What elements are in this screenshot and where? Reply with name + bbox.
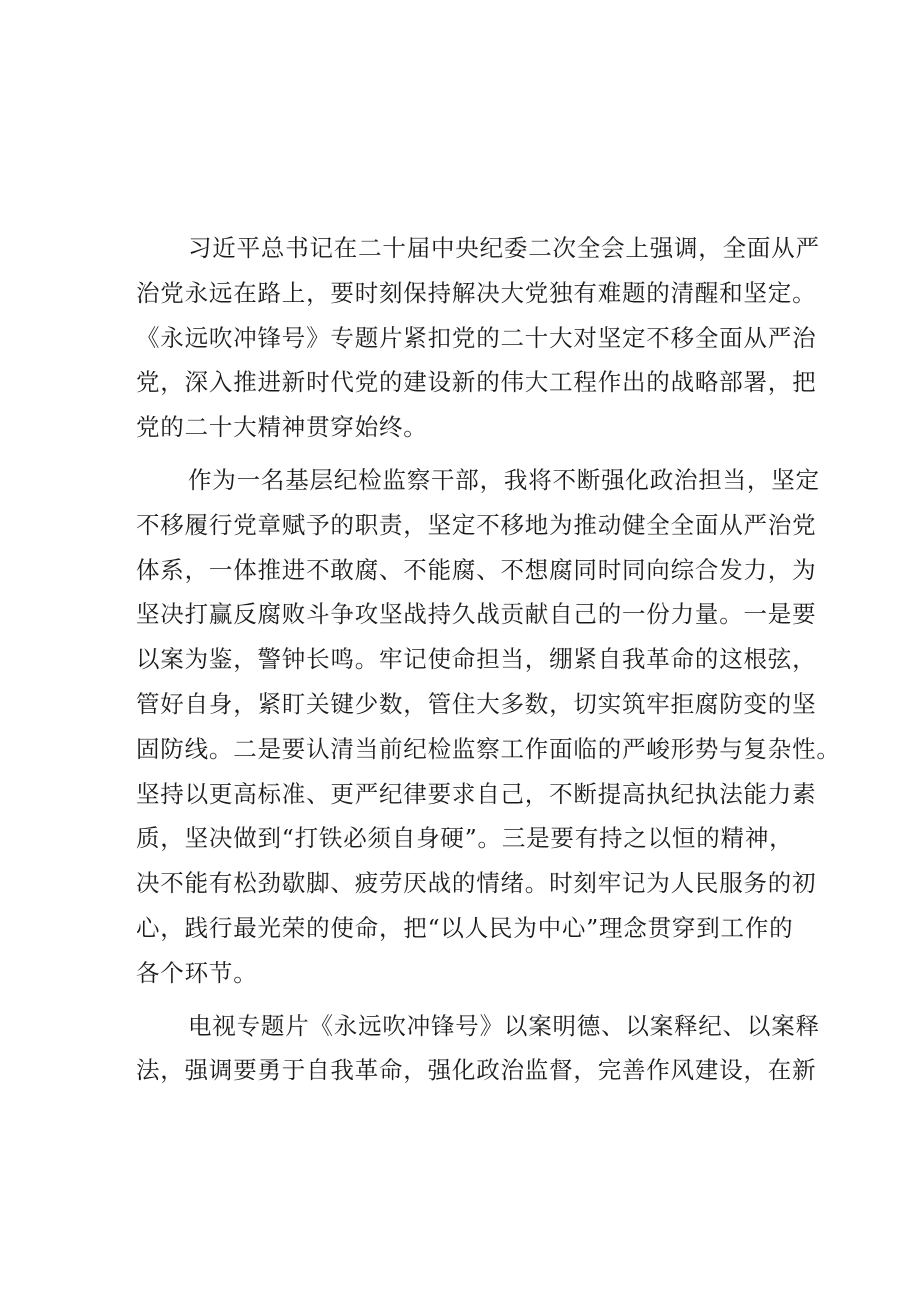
text-line: 决不能有松劲歇脚、疲劳厌战的情绪。时刻牢记为人民服务的初	[136, 869, 817, 898]
text-line: 《永远吹冲锋号》专题片紧扣党的二十大对坚定不移全面从严治	[136, 323, 817, 352]
text-line: 电视专题片《永远吹冲锋号》以案明德、以案释纪、以案释	[188, 1011, 820, 1040]
text-line: 党的二十大精神贯穿始终。	[136, 413, 428, 442]
text-line: 体系，一体推进不敢腐、不能腐、不想腐同时同向综合发力，为	[136, 555, 817, 584]
text-line: 不移履行党章赋予的职责，坚定不移地为推动健全全面从严治党	[136, 510, 817, 539]
paragraph-1	[136, 226, 820, 450]
text-line: 治党永远在路上，要时刻保持解决大党独有难题的清醒和坚定。	[136, 278, 817, 307]
text-line: 党，深入推进新时代党的建设新的伟大工程作出的战略部署，把	[136, 368, 817, 397]
text-line: 习近平总书记在二十届中央纪委二次全会上强调，全面从严	[188, 234, 820, 262]
text-line: 坚决打赢反腐败斗争攻坚战持久战贡献自己的一份力量。一是要	[136, 600, 817, 629]
text-line: 作为一名基层纪检监察干部，我将不断强化政治担当，坚定	[188, 465, 820, 494]
paragraph-2	[136, 458, 841, 996]
text-line: 各个环节。	[136, 958, 258, 987]
text-line: 质，坚决做到“打铁必须自身硬”。三是要有持之以恒的精神，	[136, 824, 794, 853]
text-line: 以案为鉴，警钟长鸣。牢记使命担当，绷紧自我革命的这根弦，	[136, 645, 817, 674]
text-line: 法，强调要勇于自我革命，强化政治监督，完善作风建设，在新	[136, 1056, 817, 1085]
paragraph-3	[136, 1004, 820, 1094]
text-line: 固防线。二是要认清当前纪检监察工作面临的严峻形势与复杂性。	[136, 734, 841, 763]
text-line: 心，践行最光荣的使命，把“以人民为中心”理念贯穿到工作的	[136, 913, 794, 942]
document-body	[136, 226, 841, 1101]
text-line: 坚持以更高标准、更严纪律要求自己，不断提高执纪执法能力素	[136, 779, 817, 808]
text-line: 管好自身，紧盯关键少数，管住大多数，切实筑牢拒腐防变的坚	[136, 689, 817, 718]
